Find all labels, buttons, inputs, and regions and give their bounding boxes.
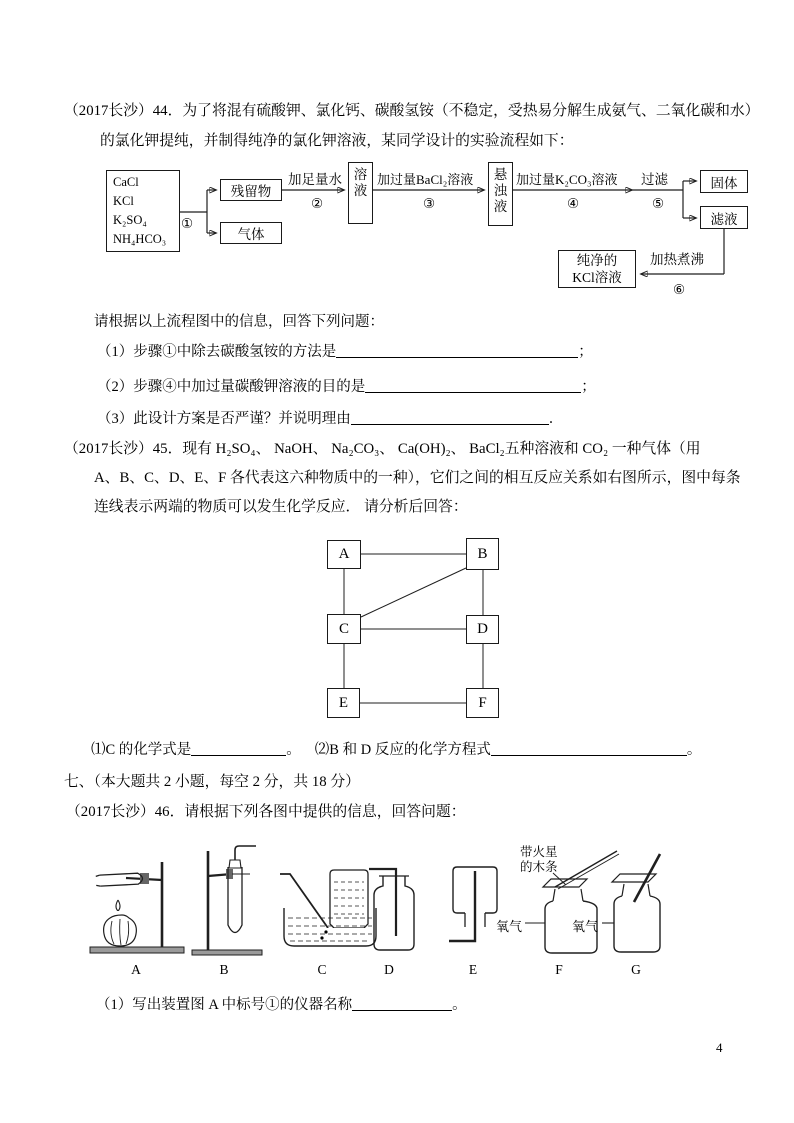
- flowchart-step1-label: ①: [181, 216, 194, 231]
- section7-heading: 七、（本大题共 2 小题，每空 2 分，共 18 分）: [64, 774, 360, 790]
- q44-question-3: [97, 409, 563, 429]
- graph-node-c: C: [327, 614, 361, 644]
- splint-note-line1: 带火星: [520, 845, 558, 859]
- page-number: 4: [716, 1040, 723, 1055]
- flowchart-filter-label: 过滤: [641, 172, 668, 187]
- flowchart-step6-label: ⑥: [673, 282, 686, 297]
- flowchart-solution-box: 溶液: [348, 162, 373, 224]
- q44-question-1-label: （1）步骤①中除去碳酸氢铵的方法是: [97, 344, 337, 360]
- apparatus-label-b: B: [219, 962, 229, 977]
- q44-intro: 请根据以上流程图中的信息，回答下列问题：: [94, 314, 384, 330]
- q44-question-3-tail: ．: [548, 411, 564, 427]
- flowchart-add-k2co3-label: 加过量K₂CO₃溶液: [516, 172, 618, 187]
- q46-question-1: [96, 995, 467, 1015]
- answer-blank: [491, 740, 687, 756]
- apparatus-label-g: G: [631, 962, 641, 977]
- q44-question-2-tail: ；: [581, 379, 596, 395]
- flowchart-pure-kcl-box: [558, 250, 636, 288]
- flowchart-suspension-box: 悬浊液: [488, 162, 513, 226]
- apparatus-d-drawing: [366, 860, 422, 954]
- apparatus-label-f: F: [555, 962, 563, 977]
- flowchart-step5-label: ⑤: [652, 196, 665, 211]
- answer-blank: [351, 409, 549, 425]
- flowchart-residue-box: 残留物: [220, 179, 282, 201]
- flowchart-add-water-label: 加足量水: [288, 172, 342, 187]
- q44-question-1-tail: ；: [578, 344, 593, 360]
- pure-kcl-line1: 纯净的: [576, 253, 618, 268]
- flowchart-add-bacl2-label: 加过量BaCl₂溶液: [377, 172, 474, 187]
- q46-question-1-label: （1）写出装置图 A 中标号①的仪器名称: [96, 997, 353, 1013]
- answer-blank: [352, 995, 452, 1011]
- graph-node-a: A: [327, 540, 361, 569]
- q44-stem-line1: （2017长沙）44．为了将混有硫酸钾、氯化钙、碳酸氢铵（不稳定，受热易分解生成氨气、二氧化碳和水）: [64, 103, 760, 119]
- graph-edges: [344, 554, 483, 703]
- q45-question-1-label: ⑴C 的化学式是: [91, 742, 192, 758]
- q45-question-2-tail: 。: [686, 742, 702, 758]
- flowchart-gas-box: 气体: [220, 222, 282, 244]
- apparatus-e-drawing: [443, 863, 507, 959]
- graph-node-e: E: [327, 688, 360, 718]
- answer-blank: [191, 740, 286, 756]
- q45-stem-line2: A、B、C、D、E、F 各代表这六种物质中的一种），它们之间的相互反应关系如右图所示，图中每条: [94, 470, 741, 486]
- q45-question-1-tail: 。: [286, 742, 301, 758]
- flowchart-step4-label: ④: [567, 196, 580, 211]
- answer-blank: [365, 377, 581, 393]
- q44-question-3-label: （3）此设计方案是否严谨？并说明理由: [97, 411, 351, 427]
- apparatus-a-drawing: [82, 850, 192, 957]
- answer-blank: [336, 342, 578, 358]
- q44-question-2-label: （2）步骤④中加过量碳酸钾溶液的目的是: [97, 379, 366, 395]
- flowchart-solid-box: 固体: [700, 170, 748, 193]
- flowchart-filtrate-box: 滤液: [700, 206, 748, 229]
- oxygen-label-f: 氧气: [496, 919, 523, 934]
- apparatus-b-drawing: [188, 843, 266, 957]
- q45-question-2-label: ⑵B 和 D 反应的化学方程式: [314, 742, 491, 758]
- flowchart-mixture-box: [106, 170, 180, 252]
- mixture-line-cacl: CaCl: [113, 175, 139, 189]
- splint-note: [520, 845, 558, 874]
- apparatus-label-c: C: [317, 962, 327, 977]
- oxygen-label-g: 氧气: [572, 919, 599, 934]
- q45-stem-line1: （2017长沙）45．现有 H₂SO₄、 NaOH、 Na₂CO₃、 Ca(OH)₂、 BaCl₂五种溶液和 CO₂ 一种气体（用: [64, 441, 701, 457]
- apparatus-label-e: E: [468, 962, 478, 977]
- apparatus-g-drawing: [602, 852, 682, 955]
- flowchart-boil-label: 加热煮沸: [650, 252, 704, 267]
- q44-stem-line2: 的氯化钾提纯，并制得纯净的氯化钾溶液，某同学设计的实验流程如下：: [100, 133, 574, 149]
- flowchart-step3-label: ③: [423, 196, 436, 211]
- mixture-line-k2so4: K₂SO₄: [113, 213, 147, 227]
- q45-question-line: [91, 740, 701, 760]
- q45-stem-line3: 连线表示两端的物质可以发生化学反应． 请分析后回答：: [94, 499, 468, 515]
- apparatus-label-d: D: [384, 962, 394, 977]
- graph-node-f: F: [466, 688, 499, 718]
- graph-node-b: B: [466, 538, 499, 570]
- pure-kcl-line2: KCl溶液: [572, 270, 622, 285]
- graph-node-d: D: [466, 615, 499, 644]
- q46-stem-line1: （2017长沙）46．请根据下列各图中提供的信息，回答问题：: [66, 804, 466, 820]
- flowchart-step2-label: ②: [311, 196, 324, 211]
- mixture-line-kcl: KCl: [113, 194, 134, 208]
- mixture-line-nh4hco3: NH₄HCO₃: [113, 232, 167, 246]
- q44-question-1: [97, 342, 593, 362]
- q44-question-2: [97, 377, 596, 397]
- apparatus-label-a: A: [131, 962, 141, 977]
- q46-question-1-tail: 。: [452, 997, 467, 1013]
- splint-note-line2: 的木条: [520, 859, 558, 874]
